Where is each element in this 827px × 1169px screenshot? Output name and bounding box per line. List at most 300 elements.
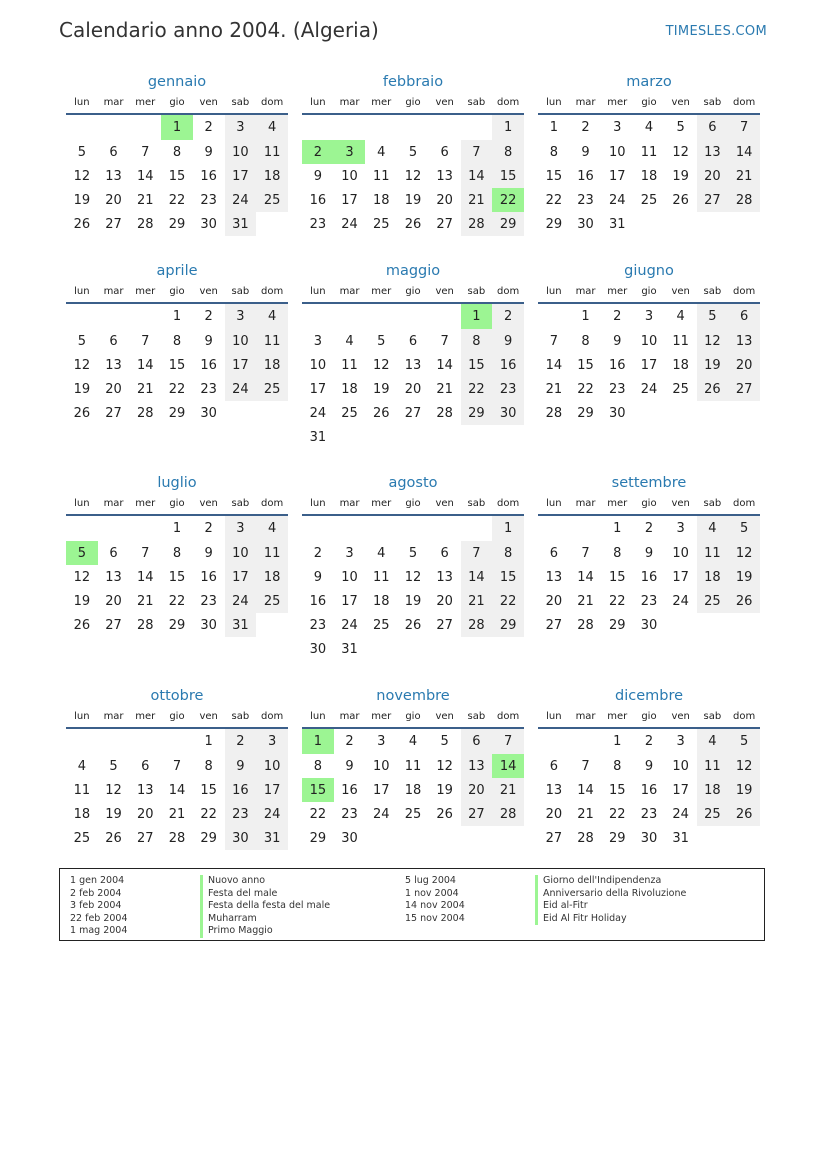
day-cell: 17 bbox=[225, 565, 257, 589]
day-cell: 5 bbox=[77, 144, 86, 160]
day-cell: 8 bbox=[172, 144, 182, 160]
weekday-header: lun bbox=[302, 284, 334, 303]
day-cell: 2 bbox=[492, 303, 524, 329]
empty-cell bbox=[461, 515, 493, 541]
day-cell: 3 bbox=[676, 521, 685, 536]
empty-cell bbox=[538, 515, 570, 541]
day-cell: 24 bbox=[672, 593, 689, 609]
empty-cell bbox=[365, 114, 397, 140]
day-cell: 5 bbox=[109, 758, 118, 774]
empty-cell bbox=[728, 401, 760, 425]
day-cell: 14 bbox=[461, 565, 493, 589]
day-cell: 3 bbox=[676, 734, 685, 749]
day-cell: 24 bbox=[341, 617, 358, 633]
weekday-header: mar bbox=[98, 496, 130, 515]
day-cell: 12 bbox=[73, 168, 91, 184]
day-cell: 12 bbox=[728, 754, 760, 778]
weekday-header: mer bbox=[365, 284, 397, 303]
day-cell: 11 bbox=[256, 541, 288, 565]
day-cell: 26 bbox=[436, 806, 453, 822]
day-cell: 6 bbox=[549, 758, 558, 774]
weekday-header: mer bbox=[601, 709, 633, 728]
day-cell: 24 bbox=[256, 802, 288, 826]
weekday-header: gio bbox=[397, 496, 429, 515]
day-cell: 4 bbox=[644, 120, 654, 135]
day-cell: 14 bbox=[545, 357, 563, 373]
empty-cell bbox=[429, 826, 461, 850]
day-cell: 26 bbox=[404, 216, 422, 232]
month-table bbox=[538, 496, 760, 637]
weekday-header: gio bbox=[633, 284, 665, 303]
day-cell: 29 bbox=[461, 401, 493, 425]
empty-cell bbox=[429, 425, 461, 449]
day-cell: 29 bbox=[309, 830, 327, 846]
legend-holiday-name: Muharram bbox=[200, 913, 330, 926]
day-cell: 1 bbox=[302, 728, 334, 754]
empty-cell bbox=[365, 515, 397, 541]
day-cell: 14 bbox=[168, 782, 186, 798]
empty-cell bbox=[697, 613, 729, 637]
weekday-header: dom bbox=[492, 95, 524, 114]
day-cell: 4 bbox=[345, 333, 354, 349]
month-dicembre bbox=[538, 686, 760, 850]
empty-cell bbox=[161, 728, 193, 754]
day-cell: 7 bbox=[492, 728, 524, 754]
day-cell: 17 bbox=[256, 778, 288, 802]
day-cell: 8 bbox=[492, 541, 524, 565]
day-cell: 15 bbox=[461, 353, 493, 377]
day-cell: 23 bbox=[640, 593, 658, 609]
empty-cell bbox=[728, 826, 760, 850]
legend-holiday-name: Primo Maggio bbox=[200, 925, 330, 938]
day-cell: 3 bbox=[313, 333, 322, 349]
weekday-header: sab bbox=[225, 284, 257, 303]
legend-date: 22 feb 2004 bbox=[70, 912, 128, 924]
empty-cell bbox=[302, 114, 334, 140]
day-cell: 15 bbox=[608, 569, 626, 585]
day-cell: 5 bbox=[408, 545, 418, 561]
day-cell: 25 bbox=[697, 589, 729, 613]
day-cell: 27 bbox=[728, 377, 760, 401]
day-cell: 15 bbox=[302, 778, 334, 802]
day-cell: 30 bbox=[225, 826, 257, 850]
day-cell: 19 bbox=[436, 782, 453, 798]
day-cell: 17 bbox=[309, 381, 327, 397]
empty-cell bbox=[728, 212, 760, 236]
day-cell: 16 bbox=[309, 192, 327, 208]
day-cell: 25 bbox=[256, 188, 288, 212]
day-cell: 30 bbox=[577, 216, 594, 232]
empty-cell bbox=[397, 826, 429, 850]
day-cell: 22 bbox=[545, 192, 563, 208]
day-cell: 9 bbox=[204, 144, 213, 160]
weekday-header: lun bbox=[66, 284, 98, 303]
day-cell: 19 bbox=[404, 192, 422, 208]
day-cell: 11 bbox=[73, 782, 91, 798]
day-cell: 8 bbox=[172, 333, 182, 349]
day-cell: 14 bbox=[436, 357, 453, 373]
day-cell: 20 bbox=[404, 381, 422, 397]
day-cell: 22 bbox=[492, 589, 524, 613]
weekday-header: mar bbox=[334, 709, 366, 728]
empty-cell bbox=[365, 826, 397, 850]
day-cell: 30 bbox=[492, 401, 524, 425]
day-cell: 28 bbox=[461, 212, 493, 236]
day-cell: 8 bbox=[313, 758, 322, 774]
empty-cell bbox=[334, 425, 366, 449]
day-cell: 21 bbox=[728, 164, 760, 188]
legend-dates-left bbox=[70, 875, 128, 938]
day-cell: 11 bbox=[372, 168, 390, 184]
day-cell: 21 bbox=[461, 188, 493, 212]
weekday-header: dom bbox=[256, 284, 288, 303]
empty-cell bbox=[697, 401, 729, 425]
day-cell: 3 bbox=[225, 303, 257, 329]
weekday-header: ven bbox=[665, 496, 697, 515]
day-cell: 2 bbox=[225, 728, 257, 754]
day-cell: 2 bbox=[204, 120, 213, 135]
day-cell: 2 bbox=[302, 140, 334, 164]
day-cell: 20 bbox=[105, 593, 122, 609]
month-name: dicembre bbox=[614, 688, 684, 704]
legend-holiday-name: Anniversario della Rivoluzione bbox=[535, 888, 686, 901]
month-luglio bbox=[66, 473, 288, 637]
month-marzo bbox=[538, 72, 760, 236]
day-cell: 22 bbox=[200, 806, 217, 822]
day-cell: 10 bbox=[309, 357, 327, 373]
weekday-header: lun bbox=[66, 95, 98, 114]
day-cell: 30 bbox=[608, 405, 626, 421]
empty-cell bbox=[66, 515, 98, 541]
day-cell: 31 bbox=[309, 429, 327, 445]
empty-cell bbox=[429, 303, 461, 329]
weekday-header: sab bbox=[461, 95, 493, 114]
day-cell: 14 bbox=[136, 569, 154, 585]
day-cell: 3 bbox=[377, 734, 386, 749]
empty-cell bbox=[429, 637, 461, 661]
day-cell: 8 bbox=[461, 329, 493, 353]
day-cell: 13 bbox=[436, 168, 453, 184]
day-cell: 28 bbox=[136, 216, 154, 232]
day-cell: 4 bbox=[256, 303, 288, 329]
empty-cell bbox=[365, 303, 397, 329]
weekday-header: ven bbox=[429, 709, 461, 728]
day-cell: 11 bbox=[341, 357, 358, 373]
day-cell: 18 bbox=[640, 168, 658, 184]
weekday-header: mer bbox=[601, 95, 633, 114]
month-name: gennaio bbox=[147, 74, 207, 90]
empty-cell bbox=[334, 303, 366, 329]
day-cell: 4 bbox=[697, 515, 729, 541]
day-cell: 7 bbox=[141, 144, 150, 160]
day-cell: 4 bbox=[676, 309, 685, 324]
day-cell: 13 bbox=[461, 754, 493, 778]
legend-dates-right bbox=[405, 875, 465, 925]
day-cell: 6 bbox=[109, 144, 118, 160]
day-cell: 25 bbox=[256, 589, 288, 613]
day-cell: 26 bbox=[728, 802, 760, 826]
day-cell: 10 bbox=[672, 758, 689, 774]
empty-cell bbox=[429, 114, 461, 140]
weekday-header: gio bbox=[397, 284, 429, 303]
empty-cell bbox=[633, 212, 665, 236]
day-cell: 1 bbox=[613, 521, 622, 536]
legend-names-left bbox=[200, 875, 330, 938]
day-cell: 7 bbox=[172, 758, 182, 774]
legend-holiday-name: Eid Al Fitr Holiday bbox=[535, 913, 686, 926]
empty-cell bbox=[256, 613, 288, 637]
empty-cell bbox=[397, 425, 429, 449]
day-cell: 12 bbox=[672, 144, 689, 160]
month-name: agosto bbox=[388, 475, 438, 491]
legend-date: 1 mag 2004 bbox=[70, 925, 128, 937]
day-cell: 5 bbox=[66, 541, 98, 565]
month-table bbox=[66, 496, 288, 637]
day-cell: 28 bbox=[577, 617, 594, 633]
weekday-header: mer bbox=[365, 95, 397, 114]
day-cell: 7 bbox=[461, 541, 493, 565]
holiday-legend bbox=[59, 868, 765, 941]
empty-cell bbox=[697, 826, 729, 850]
empty-cell bbox=[461, 637, 493, 661]
day-cell: 2 bbox=[581, 120, 590, 135]
empty-cell bbox=[129, 114, 161, 140]
day-cell: 11 bbox=[697, 754, 729, 778]
day-cell: 24 bbox=[341, 216, 358, 232]
weekday-header: mar bbox=[98, 709, 130, 728]
day-cell: 17 bbox=[225, 353, 257, 377]
day-cell: 29 bbox=[608, 617, 626, 633]
day-cell: 26 bbox=[697, 377, 729, 401]
empty-cell bbox=[633, 401, 665, 425]
day-cell: 22 bbox=[492, 188, 524, 212]
empty-cell bbox=[570, 515, 602, 541]
day-cell: 5 bbox=[697, 303, 729, 329]
day-cell: 20 bbox=[436, 593, 453, 609]
day-cell: 26 bbox=[73, 405, 91, 421]
day-cell: 25 bbox=[404, 806, 422, 822]
day-cell: 15 bbox=[545, 168, 563, 184]
day-cell: 31 bbox=[225, 613, 257, 637]
day-cell: 8 bbox=[172, 545, 182, 561]
legend-holiday-name: Festa del male bbox=[200, 888, 330, 901]
day-cell: 27 bbox=[545, 617, 563, 633]
day-cell: 25 bbox=[672, 381, 689, 397]
weekday-header: sab bbox=[225, 95, 257, 114]
month-febbraio bbox=[302, 72, 524, 236]
day-cell: 17 bbox=[672, 569, 689, 585]
empty-cell bbox=[334, 515, 366, 541]
day-cell: 31 bbox=[256, 826, 288, 850]
day-cell: 10 bbox=[341, 168, 358, 184]
day-cell: 5 bbox=[440, 734, 449, 749]
day-cell: 1 bbox=[492, 114, 524, 140]
day-cell: 26 bbox=[105, 830, 122, 846]
day-cell: 16 bbox=[341, 782, 358, 798]
day-cell: 29 bbox=[492, 613, 524, 637]
weekday-header: ven bbox=[429, 95, 461, 114]
day-cell: 27 bbox=[105, 216, 122, 232]
day-cell: 24 bbox=[672, 806, 689, 822]
day-cell: 21 bbox=[577, 806, 594, 822]
day-cell: 13 bbox=[105, 569, 122, 585]
day-cell: 22 bbox=[577, 381, 594, 397]
day-cell: 12 bbox=[372, 357, 390, 373]
day-cell: 6 bbox=[461, 728, 493, 754]
brand-link[interactable]: TIMESLES.COM bbox=[665, 24, 767, 39]
weekday-header: mar bbox=[98, 95, 130, 114]
weekday-header: gio bbox=[161, 709, 193, 728]
day-cell: 27 bbox=[404, 405, 422, 421]
month-aprile bbox=[66, 261, 288, 425]
month-table bbox=[302, 284, 524, 449]
day-cell: 24 bbox=[225, 589, 257, 613]
empty-cell bbox=[98, 728, 130, 754]
weekday-header: sab bbox=[225, 496, 257, 515]
empty-cell bbox=[665, 613, 697, 637]
day-cell: 7 bbox=[728, 114, 760, 140]
day-cell: 2 bbox=[644, 734, 654, 749]
empty-cell bbox=[365, 425, 397, 449]
day-cell: 3 bbox=[256, 728, 288, 754]
day-cell: 2 bbox=[644, 521, 654, 536]
day-cell: 25 bbox=[697, 802, 729, 826]
day-cell: 25 bbox=[640, 192, 658, 208]
day-cell: 1 bbox=[161, 114, 193, 140]
day-cell: 6 bbox=[408, 333, 418, 349]
month-table bbox=[302, 496, 524, 661]
weekday-header: sab bbox=[697, 496, 729, 515]
legend-holiday-name: Eid al-Fitr bbox=[535, 900, 686, 913]
weekday-header: sab bbox=[461, 496, 493, 515]
weekday-header: sab bbox=[225, 709, 257, 728]
legend-date: 2 feb 2004 bbox=[70, 887, 122, 899]
legend-date: 14 nov 2004 bbox=[405, 900, 465, 912]
day-cell: 9 bbox=[313, 168, 322, 184]
day-cell: 15 bbox=[492, 164, 524, 188]
day-cell: 12 bbox=[728, 541, 760, 565]
empty-cell bbox=[538, 303, 570, 329]
month-name: aprile bbox=[156, 263, 198, 279]
day-cell: 10 bbox=[225, 329, 257, 353]
empty-cell bbox=[66, 728, 98, 754]
month-gennaio bbox=[66, 72, 288, 236]
day-cell: 21 bbox=[461, 589, 493, 613]
day-cell: 7 bbox=[440, 333, 449, 349]
day-cell: 27 bbox=[105, 617, 122, 633]
weekday-header: ven bbox=[193, 95, 225, 114]
weekday-header: lun bbox=[66, 496, 98, 515]
day-cell: 23 bbox=[577, 192, 594, 208]
legend-holiday-name: Nuovo anno bbox=[200, 875, 330, 888]
day-cell: 1 bbox=[461, 303, 493, 329]
day-cell: 12 bbox=[73, 569, 91, 585]
day-cell: 4 bbox=[697, 728, 729, 754]
day-cell: 19 bbox=[697, 353, 729, 377]
day-cell: 12 bbox=[73, 357, 91, 373]
day-cell: 16 bbox=[200, 357, 217, 373]
day-cell: 24 bbox=[372, 806, 390, 822]
day-cell: 13 bbox=[404, 357, 422, 373]
day-cell: 23 bbox=[608, 381, 626, 397]
day-cell: 16 bbox=[225, 778, 257, 802]
day-cell: 11 bbox=[256, 140, 288, 164]
day-cell: 24 bbox=[225, 188, 257, 212]
weekday-header: sab bbox=[697, 95, 729, 114]
month-name: marzo bbox=[626, 74, 672, 90]
day-cell: 18 bbox=[372, 192, 390, 208]
weekday-header: mar bbox=[334, 95, 366, 114]
day-cell: 8 bbox=[613, 758, 622, 774]
month-table bbox=[302, 709, 524, 850]
day-cell: 23 bbox=[225, 802, 257, 826]
day-cell: 19 bbox=[728, 778, 760, 802]
weekday-header: ven bbox=[193, 709, 225, 728]
day-cell: 18 bbox=[372, 593, 390, 609]
day-cell: 19 bbox=[728, 565, 760, 589]
day-cell: 6 bbox=[549, 545, 558, 561]
empty-cell bbox=[98, 303, 130, 329]
weekday-header: mar bbox=[570, 284, 602, 303]
day-cell: 14 bbox=[577, 569, 594, 585]
day-cell: 16 bbox=[309, 593, 327, 609]
day-cell: 23 bbox=[640, 806, 658, 822]
weekday-header: gio bbox=[397, 709, 429, 728]
day-cell: 3 bbox=[334, 140, 366, 164]
day-cell: 26 bbox=[73, 617, 91, 633]
day-cell: 24 bbox=[608, 192, 626, 208]
empty-cell bbox=[728, 613, 760, 637]
weekday-header: dom bbox=[492, 284, 524, 303]
day-cell: 16 bbox=[492, 353, 524, 377]
day-cell: 15 bbox=[168, 569, 186, 585]
legend-names-right bbox=[535, 875, 686, 925]
empty-cell bbox=[98, 114, 130, 140]
day-cell: 7 bbox=[581, 545, 590, 561]
day-cell: 10 bbox=[372, 758, 390, 774]
day-cell: 4 bbox=[77, 758, 86, 774]
weekday-header: gio bbox=[161, 95, 193, 114]
day-cell: 6 bbox=[141, 758, 150, 774]
month-agosto bbox=[302, 473, 524, 661]
day-cell: 20 bbox=[105, 381, 122, 397]
day-cell: 18 bbox=[256, 164, 288, 188]
day-cell: 6 bbox=[728, 303, 760, 329]
weekday-header: mer bbox=[129, 95, 161, 114]
day-cell: 20 bbox=[728, 353, 760, 377]
day-cell: 19 bbox=[105, 806, 122, 822]
day-cell: 19 bbox=[73, 192, 91, 208]
empty-cell bbox=[129, 303, 161, 329]
day-cell: 3 bbox=[613, 120, 622, 135]
day-cell: 14 bbox=[136, 357, 154, 373]
weekday-header: lun bbox=[538, 709, 570, 728]
day-cell: 29 bbox=[545, 216, 563, 232]
empty-cell bbox=[492, 637, 524, 661]
day-cell: 23 bbox=[341, 806, 358, 822]
day-cell: 10 bbox=[672, 545, 689, 561]
month-table bbox=[538, 95, 760, 236]
day-cell: 9 bbox=[492, 329, 524, 353]
day-cell: 21 bbox=[545, 381, 563, 397]
day-cell: 18 bbox=[341, 381, 358, 397]
day-cell: 28 bbox=[136, 405, 154, 421]
day-cell: 5 bbox=[408, 144, 418, 160]
day-cell: 18 bbox=[697, 778, 729, 802]
day-cell: 9 bbox=[345, 758, 354, 774]
month-name: giugno bbox=[624, 263, 674, 279]
month-name: luglio bbox=[157, 475, 197, 491]
